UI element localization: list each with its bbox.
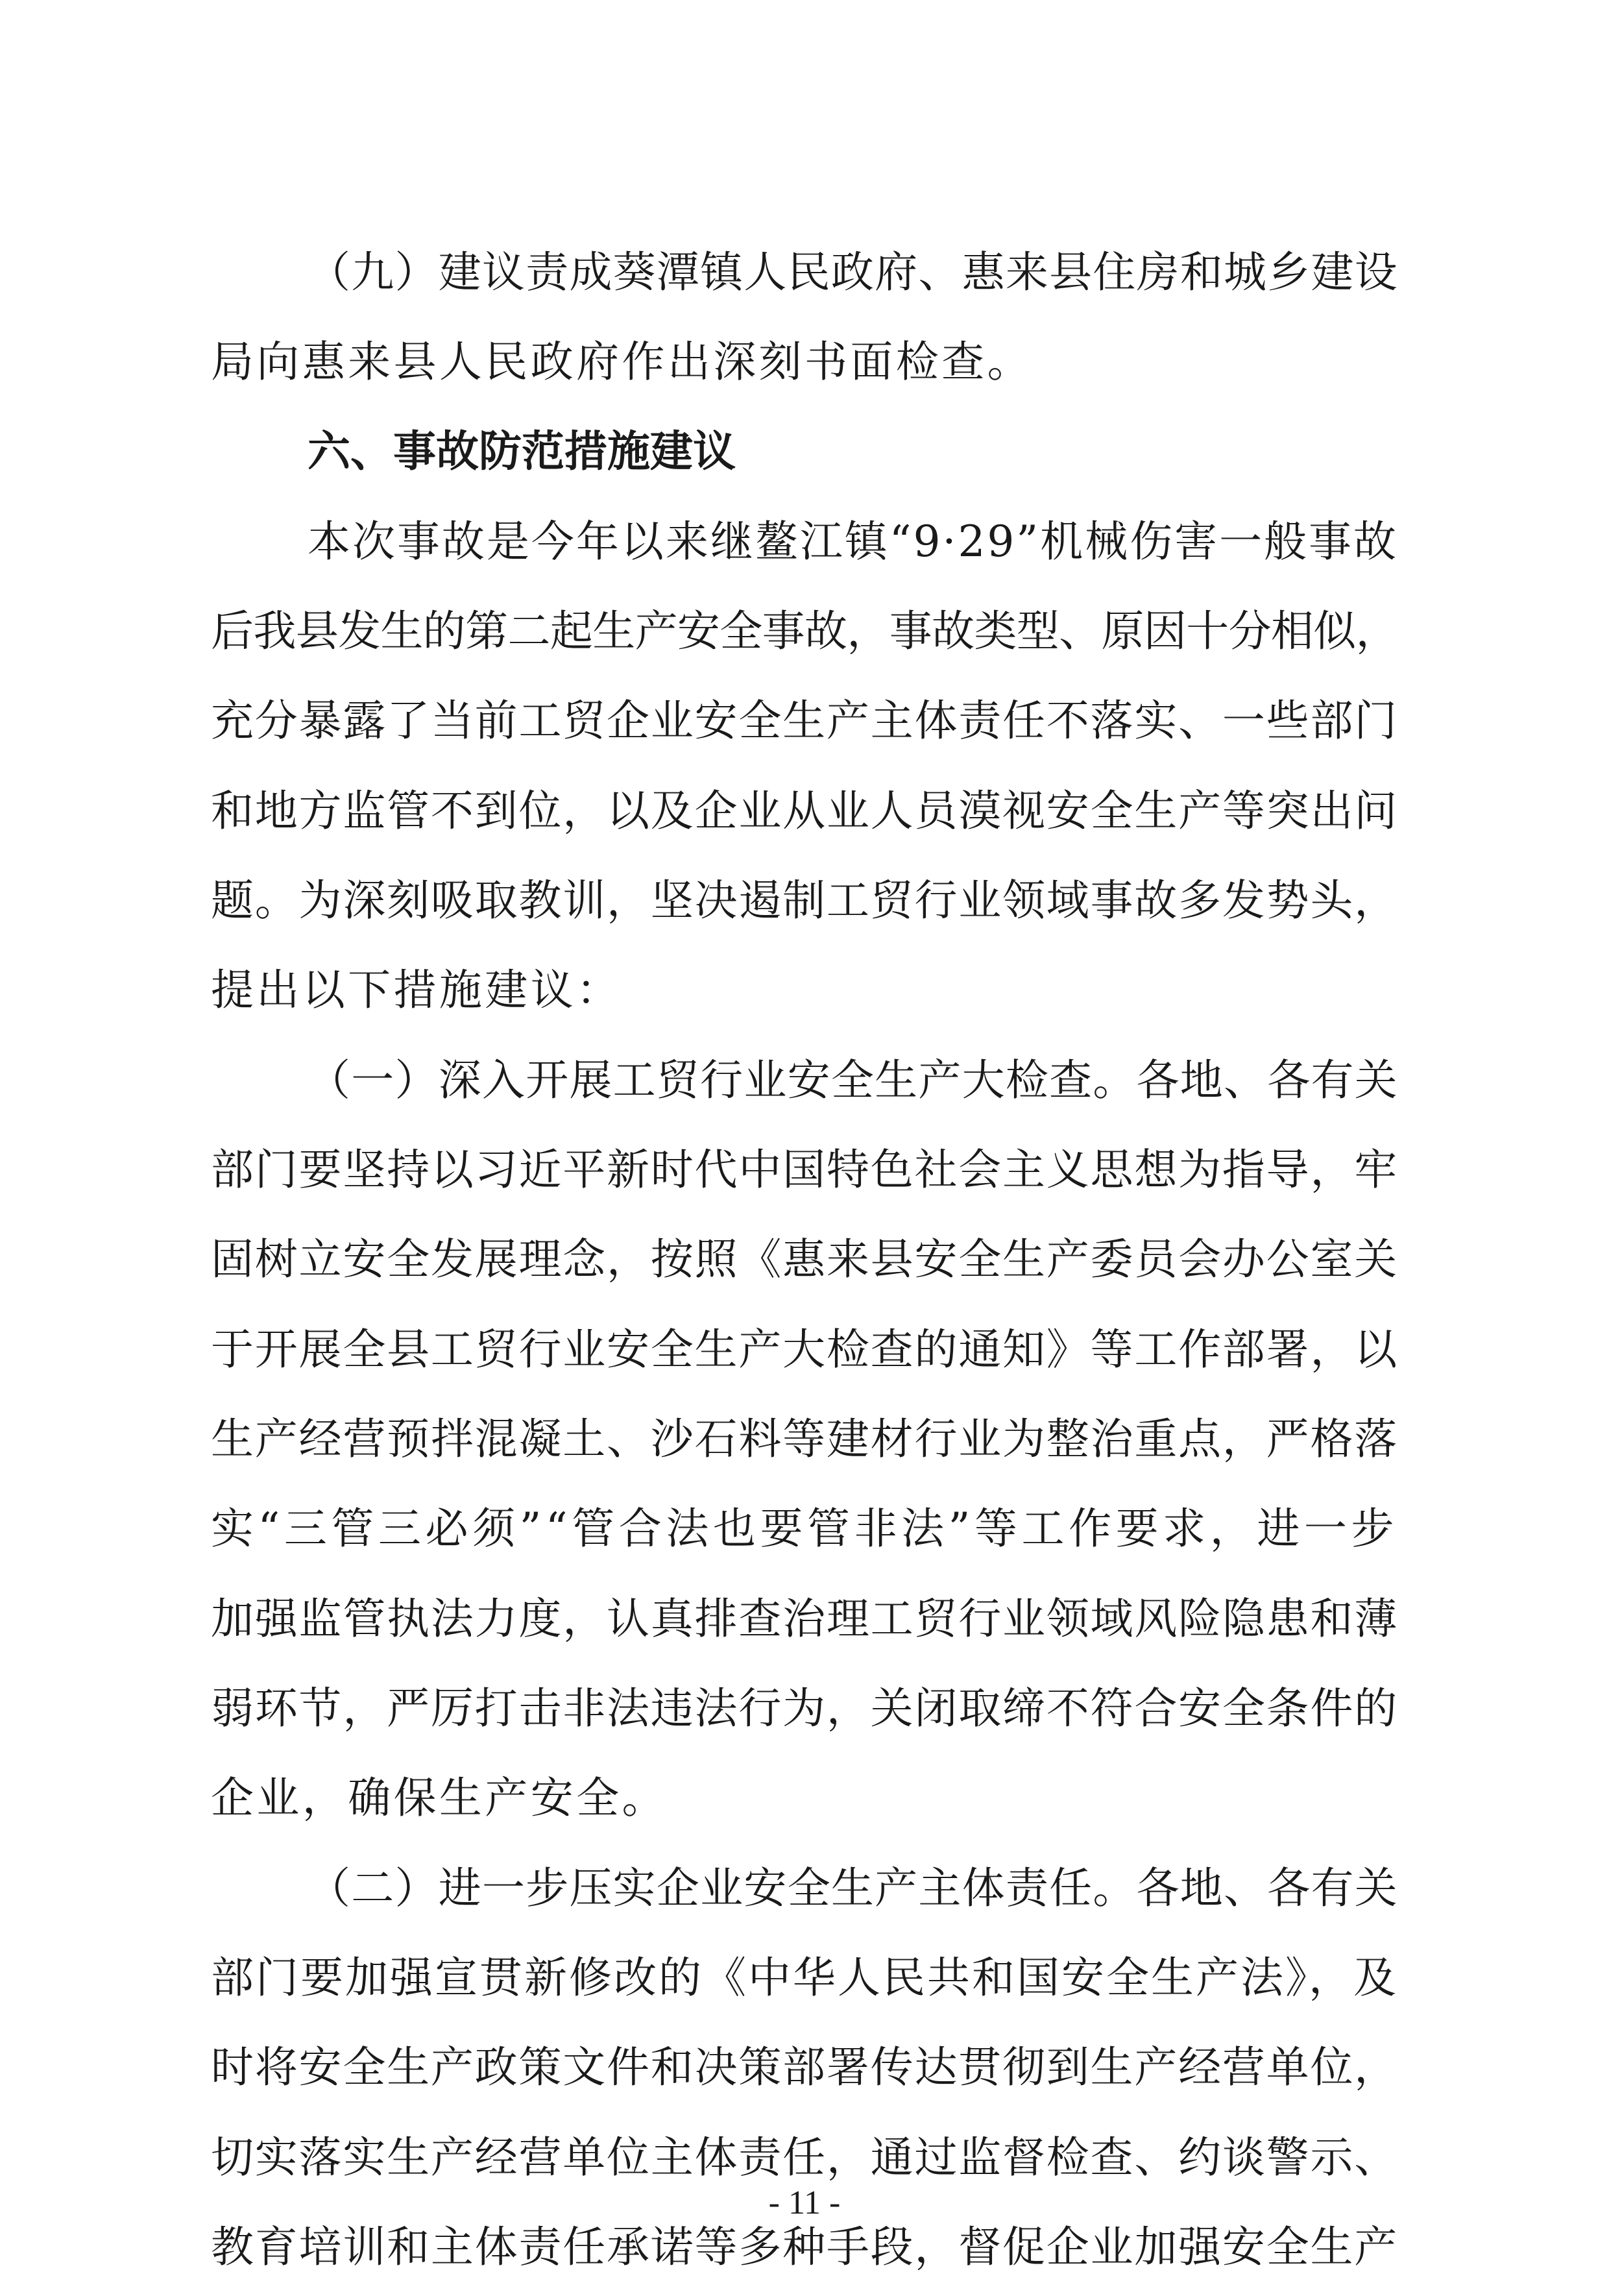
measure-2-line-1 (0, 1840, 1609, 1937)
measure-1-line-4 (0, 1301, 1609, 1398)
measure-2-line-2 (0, 1929, 1609, 2027)
text-span: 弱环节，严厉打击非法违法行为，关闭取缔不符合安全条件的 (211, 1683, 1398, 1733)
text-span: （一）深入开展工贸行业安全生产大检查。各地、各有关 (308, 1055, 1398, 1105)
intro-line-6 (0, 942, 1609, 1039)
text-span: 后我县发生的第二起生产安全事故，事故类型、原因十分相似， (211, 606, 1398, 656)
text-span: 部门要加强宣贯新修改的《中华人民共和国安全生产法》，及 (211, 1953, 1398, 2003)
measure-1-line-8 (0, 1660, 1609, 1757)
intro-line-1 (0, 493, 1609, 591)
page-number: - 11 - (768, 2184, 841, 2221)
text-span: 教育培训和主体责任承诺等多种手段，督促企业加强安全生产 (211, 2222, 1398, 2272)
measure-1-line-2 (0, 1121, 1609, 1219)
measure-1-line-7 (0, 1570, 1609, 1668)
text-span: （九）建议责成葵潭镇人民政府、惠来县住房和城乡建设 (308, 247, 1398, 297)
intro-line-5 (0, 852, 1609, 949)
text-span: 加强监管执法力度，认真排查治理工贸行业领域风险隐患和薄 (211, 1594, 1398, 1644)
text-span: 实“三管三必须”“管合法也要管非法”等工作要求，进一步 (211, 1504, 1398, 1554)
measure-1-line-9 (0, 1750, 1609, 1847)
text-span: 于开展全县工贸行业安全生产大检查的通知》等工作部署，以 (211, 1325, 1398, 1374)
text-span: 生产经营预拌混凝土、沙石料等建材行业为整治重点，严格落 (211, 1414, 1398, 1464)
intro-line-3 (0, 672, 1609, 770)
text-span: 提出以下措施建议： (211, 965, 622, 1015)
text-span: 题。为深刻吸取教训，坚决遏制工贸行业领域事故多发势头， (211, 875, 1398, 925)
text-span: 切实落实生产经营单位主体责任，通过监督检查、约谈警示、 (211, 2132, 1398, 2182)
measure-1-line-5 (0, 1391, 1609, 1488)
intro-line-2 (0, 583, 1609, 680)
paragraph-9-line-1 (0, 224, 1609, 321)
text-span: 部门要坚持以习近平新时代中国特色社会主义思想为指导，牢 (211, 1145, 1398, 1195)
paragraph-9-line-2 (0, 313, 1609, 411)
section-heading (0, 403, 1609, 500)
measure-1-line-3 (0, 1211, 1609, 1308)
text-span: 六、事故防范措施建议 (308, 426, 736, 476)
text-span: 和地方监管不到位，以及企业从业人员漠视安全生产等突出问 (211, 786, 1398, 836)
text-span: （二）进一步压实企业安全生产主体责任。各地、各有关 (308, 1863, 1398, 1913)
text-span: 本次事故是今年以来继鳌江镇“9·29”机械伤害一般事故 (308, 517, 1398, 567)
text-span: 企业，确保生产安全。 (211, 1773, 668, 1823)
text-span: 固树立安全发展理念，按照《惠来县安全生产委员会办公室关 (211, 1234, 1398, 1284)
intro-line-4 (0, 763, 1609, 860)
text-span: 充分暴露了当前工贸企业安全生产主体责任不落实、一些部门 (211, 696, 1398, 746)
measure-1-line-1 (0, 1032, 1609, 1129)
measure-2-line-3 (0, 2019, 1609, 2116)
measure-1-line-6 (0, 1480, 1609, 1578)
text-span: 时将安全生产政策文件和决策部署传达贯彻到生产经营单位， (211, 2042, 1398, 2092)
text-span: 局向惠来县人民政府作出深刻书面检查。 (211, 337, 1033, 387)
